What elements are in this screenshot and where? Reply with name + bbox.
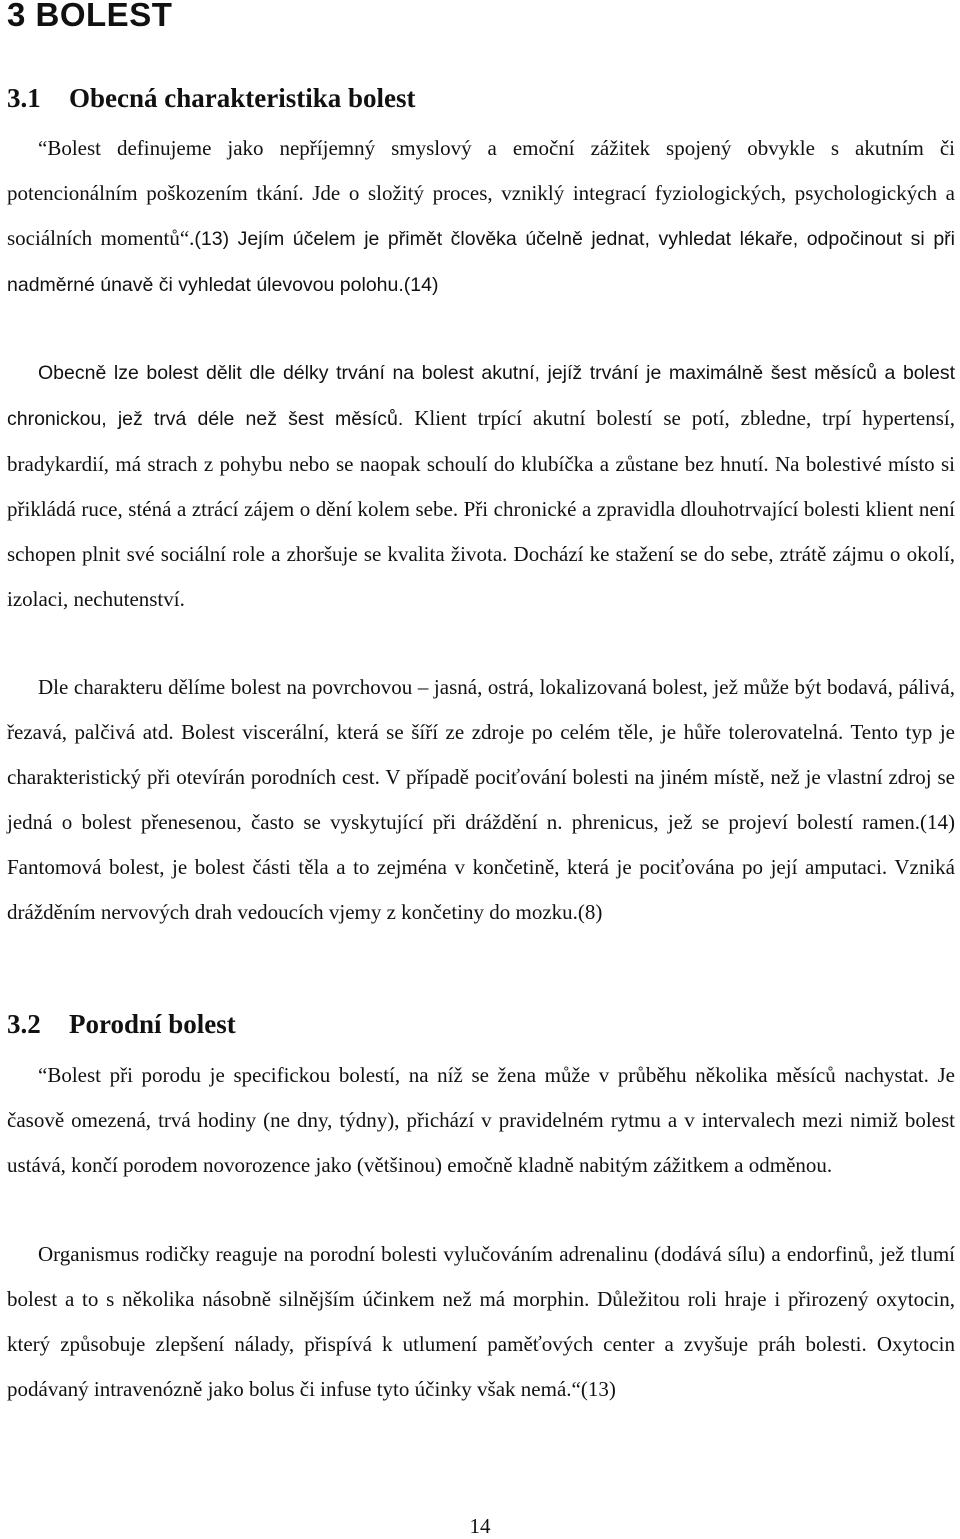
paragraph bbox=[7, 350, 955, 622]
section-number: 3.1 bbox=[7, 83, 41, 113]
paragraph bbox=[7, 126, 955, 308]
citation: (14) bbox=[403, 274, 439, 296]
definition-quote: “Bolest definujeme jako nepříjemný smyslový a emoční zážitek spojený obvykle s akutním či potencionálním poškozením tkání. Jde o složitý proces, vzniklý integrací fyziologických, psychologických a sociálních momentů“. bbox=[7, 136, 955, 250]
section-title: Porodní bolest bbox=[69, 1009, 236, 1039]
chapter-title: 3 BOLEST bbox=[7, 0, 173, 33]
section-number: 3.2 bbox=[7, 1009, 41, 1039]
paragraph-text: Obecně lze bolest dělit dle délky trvání na bolest akutní, jejíž trvání je maximálně šest měsíců a bolest chronickou, jež trvá déle než šest měsíců. bbox=[7, 362, 955, 430]
paragraph: “Bolest při porodu je specifickou bolestí, na níž se žena může v průběhu několika měsíců nachystat. Je časově omezená, trvá hodiny (ne dny, týdny), přichází v pravidelném rytmu a v intervalech mezi nimiž bolest ustává, končí porodem novorozence jako (většinou) emočně kladně nabitým zážitkem a odměnou. bbox=[7, 1063, 955, 1177]
paragraph-text: Klient trpící akutní bolestí se potí, zbledne, trpí hypertensí, bradykardií, má strach z pohybu nebo se naopak schoulí do klubíčka a zůstane bez hnutí. Na bolestivé místo si přikládá ruce, sténá a ztrácí zájem o dění kolem sebe. Při chronické a zpravidla dlouhotrvající bolesti klient není schopen plnit své sociální role a zhoršuje se kvalita života. Dochází ke stažení se do sebe, ztrátě zájmu o okolí, izolaci, nechutenství. bbox=[7, 406, 956, 611]
paragraph-text: (13) Jejím účelem je přimět člověka účelně jednat, vyhledat lékaře, odpočinout si při nadměrné únavě či vyhledat úlevovou polohu. bbox=[7, 228, 955, 296]
paragraph: Dle charakteru dělíme bolest na povrchovou – jasná, ostrá, lokalizovaná bolest, jež může být bodavá, pálivá, řezavá, palčivá atd. Bolest viscerální, která se šíří ze zdroje po celém těle, je hůře tolerovatelná. Tento typ je charakteristický při otevírán porodních cest. V případě pociťování bolesti na jiném místě, než je vlastní zdroj se jedná o bolest přenesenou, často se vyskytující při dráždění n. phrenicus, jež se projeví bolestí ramen.(14) Fantomová bolest, je bolest části těla a to zejména v končetině, která je pociťována po její amputaci. Vzniká drážděním nervových drah vedoucích vjemy z končetiny do mozku.(8) bbox=[7, 675, 955, 924]
section-heading-3-1 bbox=[7, 83, 415, 114]
section-title: Obecná charakteristika bolest bbox=[69, 83, 416, 113]
section-heading-3-2 bbox=[7, 1009, 236, 1040]
page-number: 14 bbox=[469, 1514, 491, 1538]
paragraph: Organismus rodičky reaguje na porodní bolesti vylučováním adrenalinu (dodává sílu) a endorfinů, jež tlumí bolest a to s několika násobně silnějším účinkem než má morphin. Důležitou roli hraje i přirozený oxytocin, který způsobuje zlepšení nálady, přispívá k utlumení paměťových center a zvyšuje práh bolesti. Oxytocin podávaný intravenózně jako bolus či infuse tyto účinky však nemá.“(13) bbox=[7, 1242, 955, 1401]
